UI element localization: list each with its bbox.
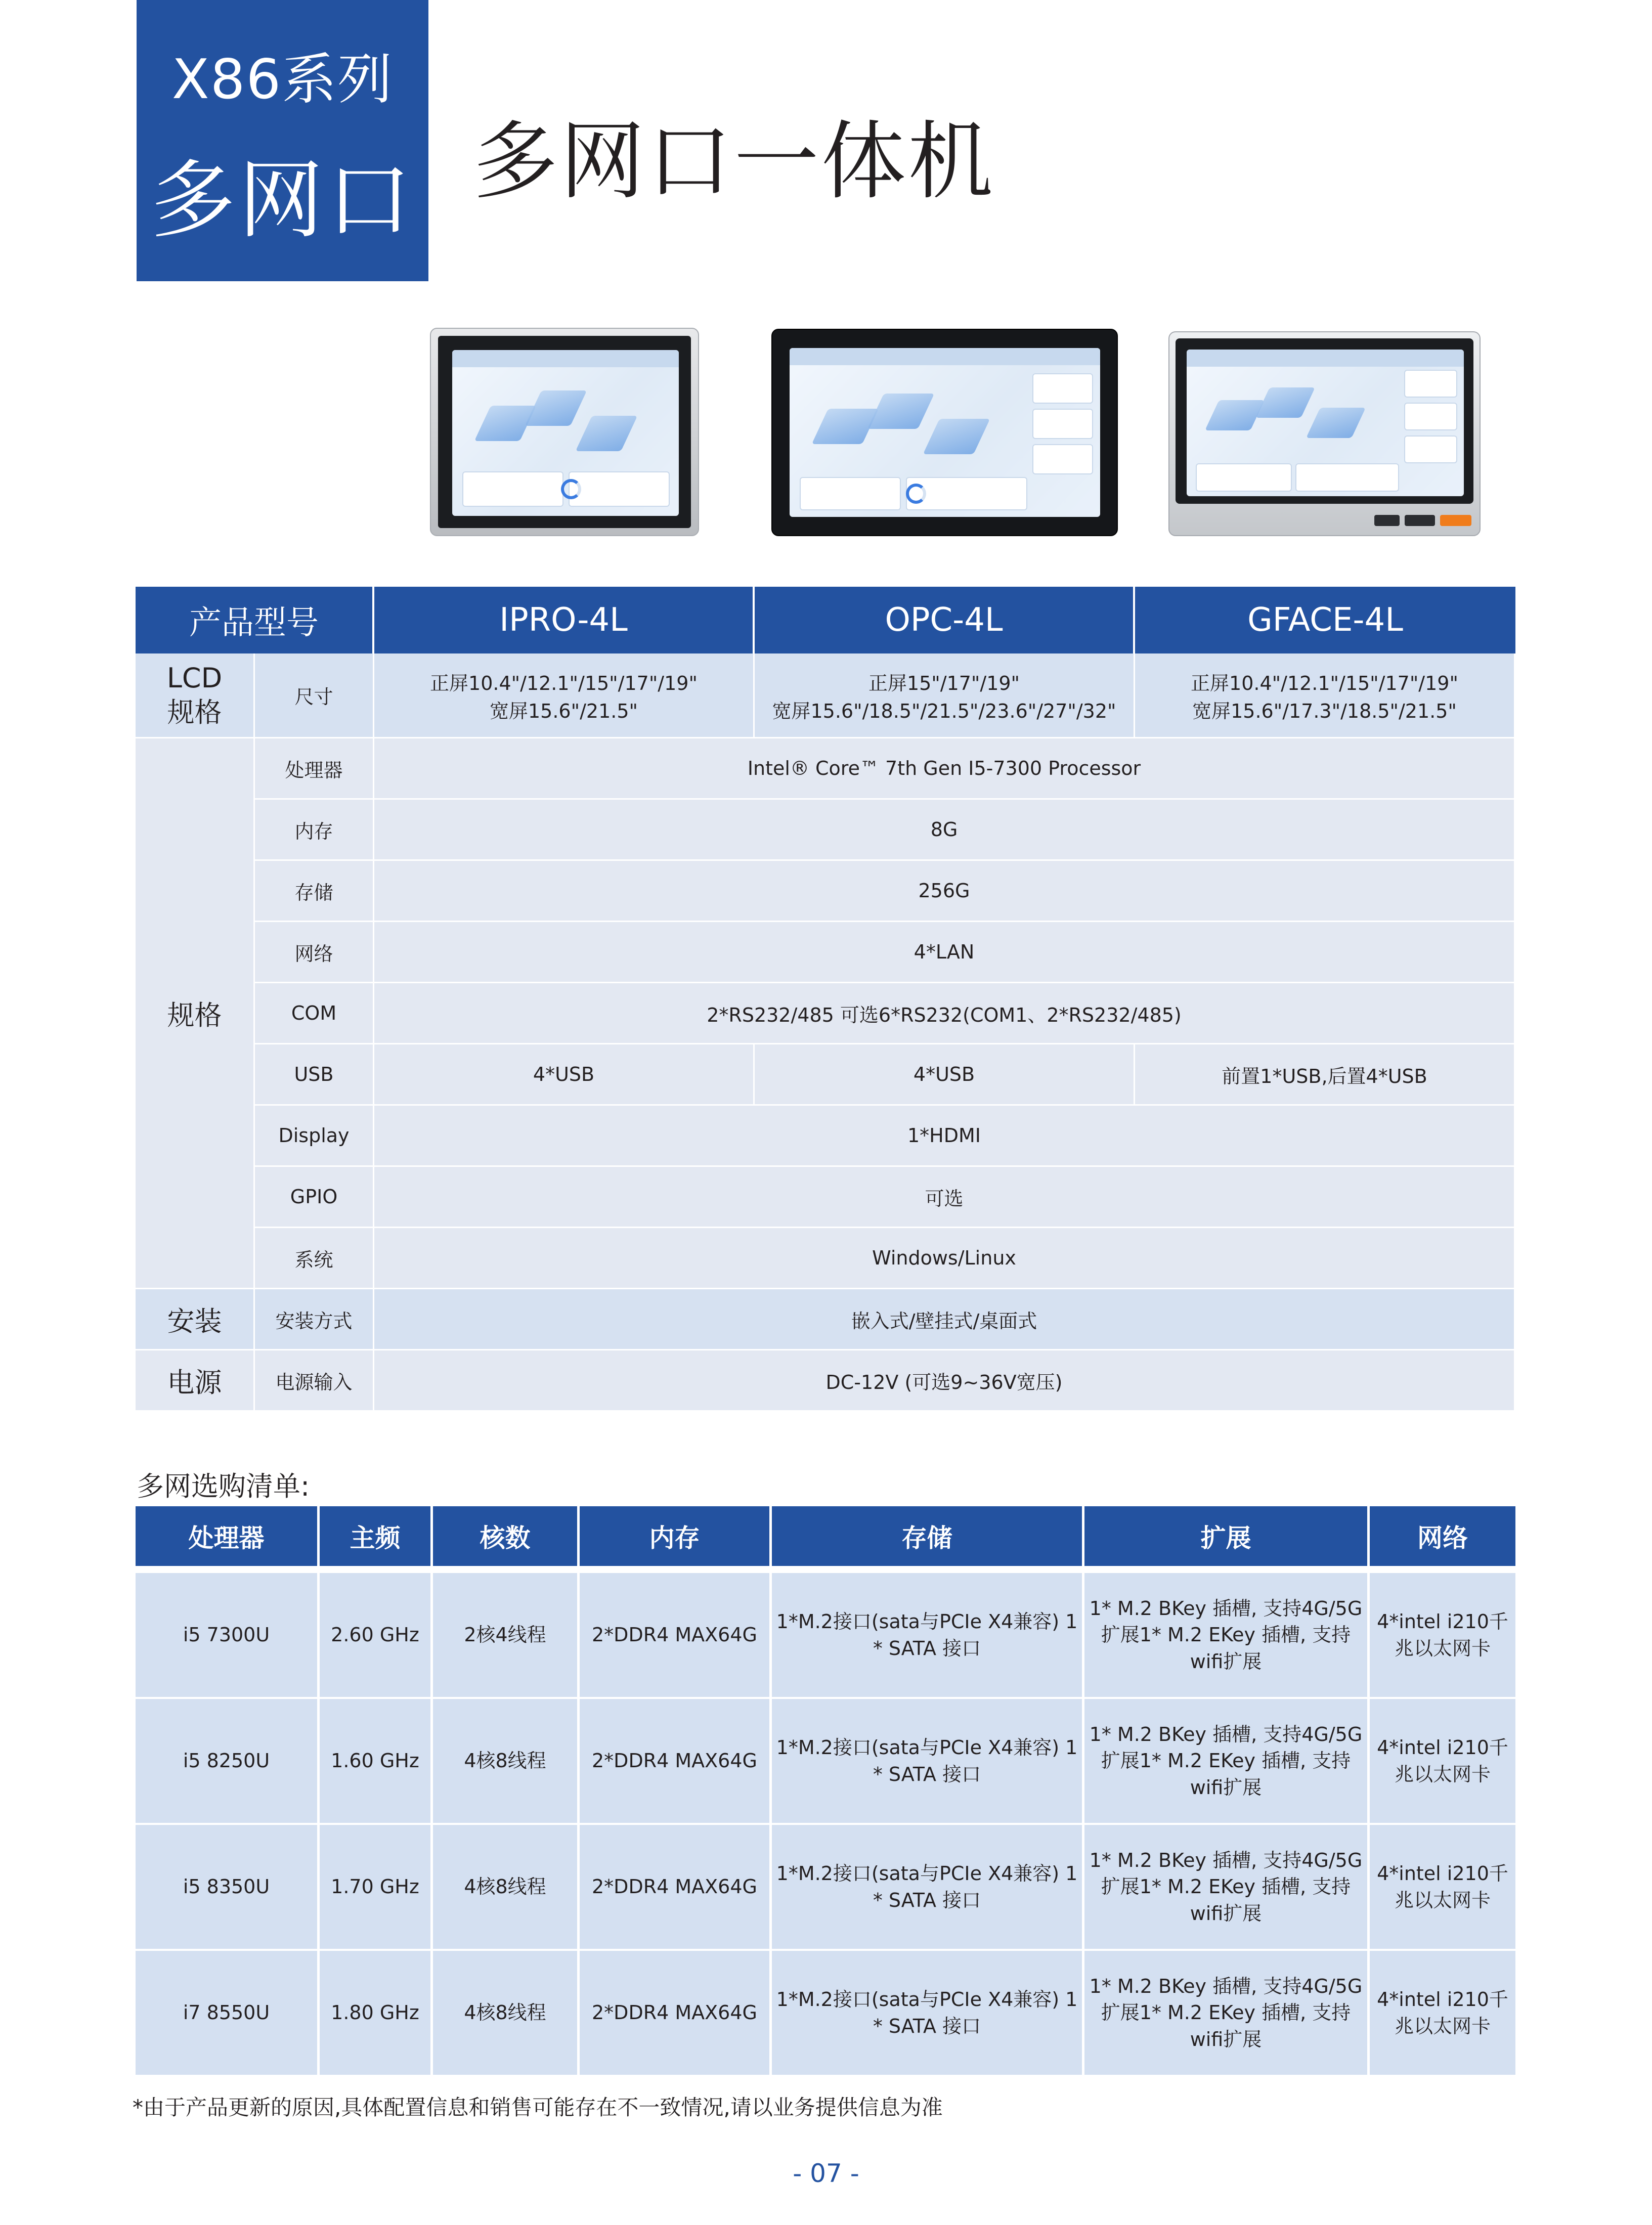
- spec-header-product: GFACE-4L: [1135, 587, 1515, 653]
- buy-header-cell: 存储: [772, 1506, 1084, 1566]
- spec-row: [136, 861, 1515, 922]
- buy-header-cell: 核数: [433, 1506, 580, 1566]
- buy-cell: 1* M.2 BKey 插槽, 支持4G/5G扩展1* M.2 EKey 插槽, 支持wifi扩展: [1084, 1825, 1370, 1951]
- buy-cell: i5 8350U: [136, 1825, 320, 1951]
- buy-header-cell: 主频: [320, 1506, 433, 1566]
- buy-cell: 1* M.2 BKey 插槽, 支持4G/5G扩展1* M.2 EKey 插槽, 支持wifi扩展: [1084, 1699, 1370, 1825]
- spec-header-product: IPRO-4L: [374, 587, 755, 653]
- buy-cell: 4核8线程: [433, 1951, 580, 2077]
- buy-cell: 1* M.2 BKey 插槽, 支持4G/5G扩展1* M.2 EKey 插槽, 支持wifi扩展: [1084, 1951, 1370, 2077]
- buy-cell: 2*DDR4 MAX64G: [580, 1699, 772, 1825]
- spec-value: Intel® Core™ 7th Gen I5-7300 Processor: [374, 738, 1515, 800]
- buy-row: [136, 1951, 1515, 2077]
- spec-header-row: [136, 587, 1515, 653]
- spec-value: Windows/Linux: [374, 1228, 1515, 1289]
- buy-cell: 4*intel i210千兆以太网卡: [1370, 1951, 1515, 2077]
- spec-value: DC-12V (可选9~36V宽压): [374, 1350, 1515, 1412]
- product-image-gface-4l: [1168, 331, 1481, 536]
- spec-label: 存储: [255, 861, 374, 922]
- spec-label: GPIO: [255, 1167, 374, 1228]
- buy-row: [136, 1825, 1515, 1951]
- spec-label: 内存: [255, 800, 374, 861]
- spec-label: 尺寸: [255, 653, 374, 738]
- spec-row-power: [136, 1350, 1515, 1412]
- buy-cell: i5 7300U: [136, 1573, 320, 1699]
- spec-value: 可选: [374, 1167, 1515, 1228]
- buy-list-table: [136, 1506, 1515, 2077]
- buy-cell: 2*DDR4 MAX64G: [580, 1573, 772, 1699]
- spec-table: [136, 587, 1515, 1412]
- buy-cell: 1*M.2接口(sata与PCIe X4兼容) 1 * SATA 接口: [772, 1951, 1084, 2077]
- product-image-ipro-4l: [430, 328, 699, 536]
- spec-row-install: [136, 1289, 1515, 1350]
- spec-value: 256G: [374, 861, 1515, 922]
- spec-category-lcd: LCD规格: [136, 653, 255, 738]
- spec-label: Display: [255, 1106, 374, 1167]
- buy-header-cell: 扩展: [1084, 1506, 1370, 1566]
- page-number: - 07 -: [793, 2159, 859, 2188]
- category-label: 多网口: [150, 151, 415, 250]
- spec-value: 8G: [374, 800, 1515, 861]
- buy-cell: 4*intel i210千兆以太网卡: [1370, 1699, 1515, 1825]
- spec-label: 系统: [255, 1228, 374, 1289]
- buy-cell: 1.70 GHz: [320, 1825, 433, 1951]
- spec-label: 网络: [255, 922, 374, 983]
- series-badge: [137, 0, 428, 281]
- buy-cell: 1*M.2接口(sata与PCIe X4兼容) 1 * SATA 接口: [772, 1699, 1084, 1825]
- buy-header-cell: 网络: [1370, 1506, 1515, 1566]
- spec-row-lcd: [136, 653, 1515, 738]
- spec-value: 正屏10.4"/12.1"/15"/17"/19" 宽屏15.6"/17.3"/18.5"/21.5": [1135, 653, 1515, 738]
- spec-value: 前置1*USB,后置4*USB: [1135, 1044, 1515, 1106]
- buy-header-cell: 内存: [580, 1506, 772, 1566]
- buy-row: [136, 1699, 1515, 1825]
- spec-row: [136, 1106, 1515, 1167]
- spec-value: 4*USB: [374, 1044, 755, 1106]
- buy-cell: 1*M.2接口(sata与PCIe X4兼容) 1 * SATA 接口: [772, 1573, 1084, 1699]
- buy-cell: i7 8550U: [136, 1951, 320, 2077]
- buy-cell: 4核8线程: [433, 1825, 580, 1951]
- product-image-opc-4l: [771, 329, 1118, 536]
- spec-row: [136, 922, 1515, 983]
- buy-list-title: 多网选购清单:: [137, 1470, 310, 1502]
- spec-label: COM: [255, 983, 374, 1044]
- spec-value: 2*RS232/485 可选6*RS232(COM1、2*RS232/485): [374, 983, 1515, 1044]
- page-title: 多网口一体机: [473, 112, 995, 211]
- spec-label: 电源输入: [255, 1350, 374, 1412]
- spec-value: 正屏10.4"/12.1"/15"/17"/19" 宽屏15.6"/21.5": [374, 653, 755, 738]
- spec-label: 处理器: [255, 738, 374, 800]
- spec-value: 1*HDMI: [374, 1106, 1515, 1167]
- buy-cell: 2.60 GHz: [320, 1573, 433, 1699]
- buy-cell: 4*intel i210千兆以太网卡: [1370, 1573, 1515, 1699]
- buy-cell: 1.80 GHz: [320, 1951, 433, 2077]
- buy-cell: 4*intel i210千兆以太网卡: [1370, 1825, 1515, 1951]
- buy-cell: i5 8250U: [136, 1699, 320, 1825]
- spec-row: [136, 800, 1515, 861]
- buy-cell: 2*DDR4 MAX64G: [580, 1825, 772, 1951]
- buy-row: [136, 1573, 1515, 1699]
- buy-cell: 1*M.2接口(sata与PCIe X4兼容) 1 * SATA 接口: [772, 1825, 1084, 1951]
- buy-cell: 2*DDR4 MAX64G: [580, 1951, 772, 2077]
- spec-row: [136, 983, 1515, 1044]
- spec-category-power: 电源: [136, 1350, 255, 1412]
- spec-row: [136, 1167, 1515, 1228]
- spec-value: 正屏15"/17"/19" 宽屏15.6"/18.5"/21.5"/23.6"/27"/32": [755, 653, 1135, 738]
- spec-header-model-label: 产品型号: [136, 587, 374, 653]
- spec-label: USB: [255, 1044, 374, 1106]
- spec-header-product: OPC-4L: [755, 587, 1135, 653]
- spec-category-install: 安装: [136, 1289, 255, 1350]
- spec-row: [136, 1228, 1515, 1289]
- spec-label: 安装方式: [255, 1289, 374, 1350]
- buy-cell: 1* M.2 BKey 插槽, 支持4G/5G扩展1* M.2 EKey 插槽, 支持wifi扩展: [1084, 1573, 1370, 1699]
- series-label: X86系列: [171, 48, 394, 111]
- buy-cell: 1.60 GHz: [320, 1699, 433, 1825]
- buy-header-cell: 处理器: [136, 1506, 320, 1566]
- spec-row: [136, 738, 1515, 800]
- buy-cell: 2核4线程: [433, 1573, 580, 1699]
- buy-header-row: [136, 1506, 1515, 1566]
- spec-category-spec: 规格: [136, 738, 255, 1289]
- spec-value: 4*USB: [755, 1044, 1135, 1106]
- spec-value: 4*LAN: [374, 922, 1515, 983]
- buy-cell: 4核8线程: [433, 1699, 580, 1825]
- spec-value: 嵌入式/壁挂式/桌面式: [374, 1289, 1515, 1350]
- footnote: *由于产品更新的原因,具体配置信息和销售可能存在不一致情况,请以业务提供信息为准: [133, 2095, 943, 2120]
- spec-row-usb: [136, 1044, 1515, 1106]
